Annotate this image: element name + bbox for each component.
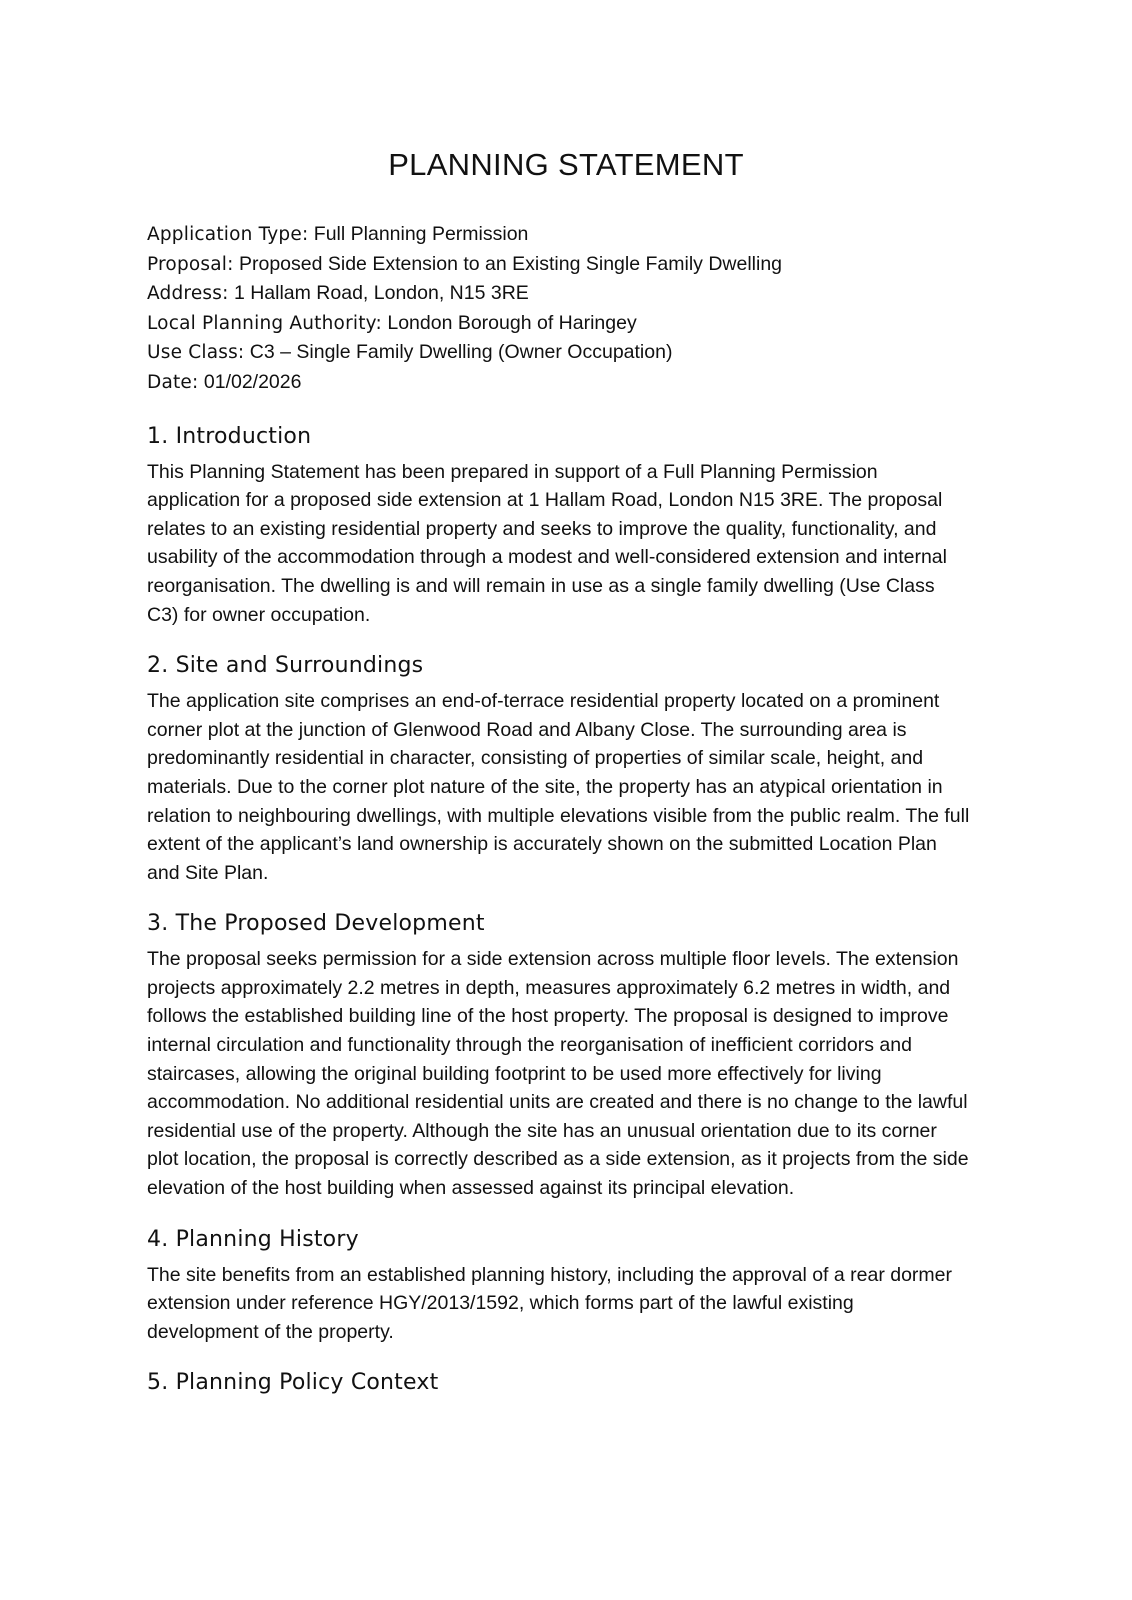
section-3 [147,909,997,1202]
paragraph-line: and Site Plan. [147,861,269,884]
paragraph-line: projects approximately 2.2 metres in depth, measures approximately 6.2 metres in width, and [147,976,951,999]
paragraph-line: corner plot at the junction of Glenwood Road and Albany Close. The surrounding area is [147,718,907,741]
paragraph-line: extension under reference HGY/2013/1592, which forms part of the lawful existing [147,1292,854,1315]
section-4 [147,1225,997,1347]
paragraph-line: The site benefits from an established planning history, including the approval of a rear dormer [147,1263,953,1286]
section-heading: 3. The Proposed Development [147,911,485,937]
paragraph-line: extent of the applicant’s land ownership is accurately shown on the submitted Location Plan [147,833,937,856]
detail-label: Address: [147,283,229,305]
detail-application-type [147,220,997,250]
paragraph-line: materials. Due to the corner plot nature of the site, the property has an atypical orientation in [147,775,943,798]
paragraph-line: plot location, the proposal is correctly described as a side extension, as it projects from the side [147,1148,969,1171]
paragraph-line: usability of the accommodation through a modest and well-considered extension and internal [147,546,947,569]
paragraph-line: internal circulation and functionality through the reorganisation of inefficient corridors and [147,1034,912,1057]
section-1 [147,422,997,630]
paragraph-line: development of the property. [147,1320,394,1343]
section-5 [147,1368,997,1398]
application-details [147,220,997,398]
detail-use-class [147,338,997,368]
detail-value: London Borough of Haringey [387,311,637,334]
detail-label: Local Planning Authority: [147,312,382,334]
paragraph-line: reorganisation. The dwelling is and will remain in use as a single family dwelling (Use Class [147,574,935,597]
paragraph-line: application for a proposed side extension at 1 Hallam Road, London N15 3RE. The proposal [147,489,943,512]
sections-container [147,422,997,1399]
paragraph-line: predominantly residential in character, consisting of properties of similar scale, height, and [147,747,924,770]
paragraph-line: The proposal seeks permission for a side extension across multiple floor levels. The extension [147,948,959,971]
detail-proposal [147,250,997,280]
detail-value: 01/02/2026 [203,370,302,393]
detail-value: C3 – Single Family Dwelling (Owner Occupation) [249,341,673,364]
paragraph-line: C3) for owner occupation. [147,603,371,626]
paragraph-line: accommodation. No additional residential units are created and there is no change to the lawful [147,1091,968,1114]
section-2 [147,651,997,887]
detail-label: Date: [147,371,199,393]
section-paragraph [147,1261,997,1347]
paragraph-line: The application site comprises an end-of-terrace residential property located on a prominent [147,690,940,713]
paragraph-line: This Planning Statement has been prepared in support of a Full Planning Permission [147,460,878,483]
section-paragraph [147,458,997,630]
detail-value: 1 Hallam Road, London, N15 3RE [233,282,529,305]
detail-value: Proposed Side Extension to an Existing Single Family Dwelling [238,252,783,275]
detail-local-planning-authority [147,309,997,339]
section-heading: 1. Introduction [147,423,312,449]
detail-label: Application Type: [147,224,309,245]
detail-label: Proposal: [147,253,234,275]
page-title: PLANNING STATEMENT [388,147,744,182]
section-paragraph [147,687,997,887]
detail-label: Use Class: [147,342,245,364]
paragraph-line: relates to an existing residential property and seeks to improve the quality, functionality, and [147,517,937,540]
section-heading: 2. Site and Surroundings [147,653,424,679]
section-paragraph [147,945,997,1202]
detail-date [147,368,997,398]
paragraph-line: staircases, allowing the original building footprint to be used more effectively for living [147,1062,882,1085]
detail-value: Full Planning Permission [313,223,529,245]
paragraph-line: elevation of the host building when assessed against its principal elevation. [147,1177,795,1200]
section-heading: 5. Planning Policy Context [147,1370,439,1396]
detail-address [147,279,997,309]
paragraph-line: relation to neighbouring dwellings, with multiple elevations visible from the public realm. The full [147,804,970,827]
paragraph-line: residential use of the property. Although the site has an unusual orientation due to its corner [147,1119,937,1142]
document-body [147,220,997,1404]
section-heading: 4. Planning History [147,1226,359,1252]
paragraph-line: follows the established building line of the host property. The proposal is designed to improve [147,1005,949,1028]
